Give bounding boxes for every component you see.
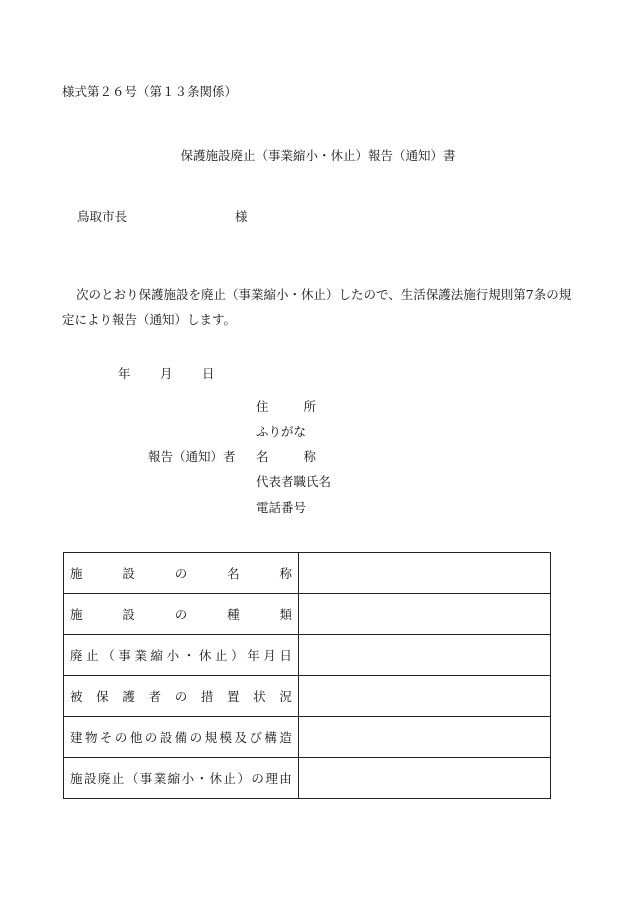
row-label-text: 廃 止 （ 事 業 縮 小 ・ 休 止 ） 年 月 日 <box>70 648 292 663</box>
row-label <box>64 553 299 594</box>
addressee-honorific: 様 <box>235 209 248 224</box>
field-address <box>256 397 316 415</box>
field-name <box>256 447 316 465</box>
row-label-text: 被 保 護 者 の 措 置 状 況 <box>70 689 292 704</box>
date-line <box>118 364 215 382</box>
table-row <box>64 676 551 717</box>
row-label-text: 施 設 の 名 称 <box>70 566 292 581</box>
table-row <box>64 594 551 635</box>
field-address-char-2: 所 <box>303 399 316 414</box>
table-row <box>64 635 551 676</box>
date-month: 月 <box>160 366 173 381</box>
field-address-char-1: 住 <box>256 399 269 414</box>
row-value[interactable] <box>299 676 551 717</box>
addressee <box>77 207 248 225</box>
facility-table <box>63 552 551 799</box>
table-row <box>64 553 551 594</box>
form-number: 様式第２６号（第１３条関係） <box>62 84 238 99</box>
row-label <box>64 676 299 717</box>
row-label <box>64 717 299 758</box>
row-value[interactable] <box>299 635 551 676</box>
field-phone: 電話番号 <box>256 500 307 515</box>
date-year: 年 <box>118 366 131 381</box>
field-furigana: ふりがな <box>256 424 307 439</box>
table-row <box>64 717 551 758</box>
row-value[interactable] <box>299 594 551 635</box>
field-name-char-1: 名 <box>256 449 269 464</box>
row-value[interactable] <box>299 717 551 758</box>
row-label-text: 建 物 そ の 他 の 設 備 の 規 模 及 び 構 造 <box>70 730 292 745</box>
row-value[interactable] <box>299 758 551 799</box>
reporter-label: 報告（通知）者 <box>148 449 236 464</box>
row-label <box>64 594 299 635</box>
date-day: 日 <box>202 366 215 381</box>
row-label-text: 施 設 の 種 類 <box>70 607 292 622</box>
row-label <box>64 758 299 799</box>
field-name-char-2: 称 <box>303 449 316 464</box>
field-representative: 代表者職氏名 <box>256 474 332 489</box>
document-title: 保護施設廃止（事業縮小・休止）報告（通知）書 <box>180 148 456 163</box>
row-label-text: 施 設 廃 止 （ 事 業 縮 小 ・ 休 止 ） の 理 由 <box>70 771 292 786</box>
row-value[interactable] <box>299 553 551 594</box>
row-label <box>64 635 299 676</box>
table-row <box>64 758 551 799</box>
addressee-name: 鳥取市長 <box>77 209 128 224</box>
body-text: 次のとおり保護施設を廃止（事業縮小・休止）したので、生活保護法施行規則第7条の規定により報告（通知）します。 <box>62 287 572 327</box>
